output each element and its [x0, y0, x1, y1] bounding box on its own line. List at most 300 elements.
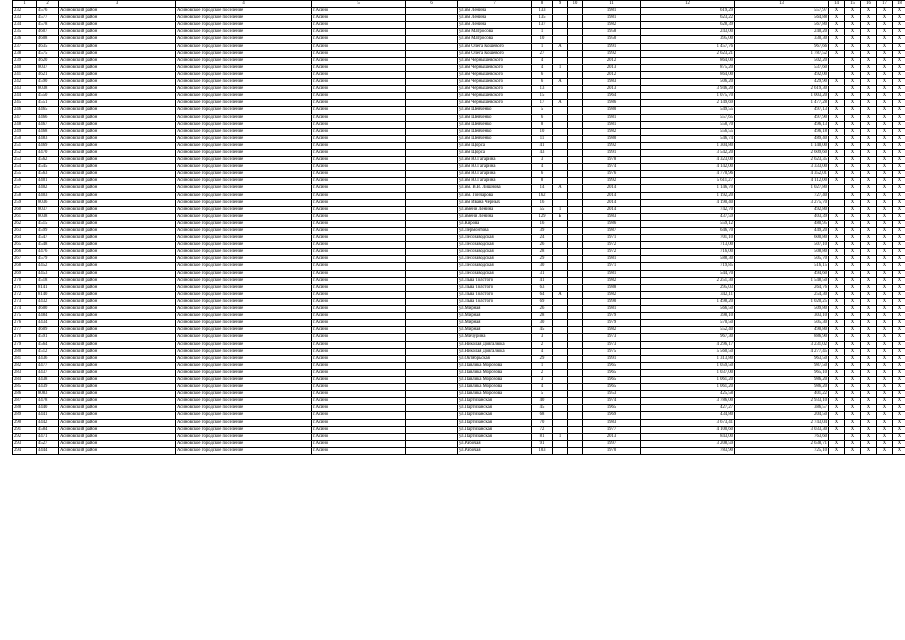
cell-street: ул.Рабочая: [458, 447, 532, 454]
cell-house-number: 2: [532, 369, 553, 376]
table-row: [13, 121, 905, 128]
cell-row-number: 238: [13, 50, 37, 57]
cell-house-number: 68: [532, 412, 553, 419]
cell-object-id: 4432: [37, 298, 59, 305]
cell-year-built: 1979: [583, 313, 641, 320]
cell-row-number: 235: [13, 29, 37, 36]
cell-street: ул.Лесозаводская: [458, 263, 532, 270]
cell-district: Асиновский район: [59, 71, 176, 78]
cell-settlement: Асиновское городское поселение: [176, 270, 312, 277]
cell-flag-16: Х: [861, 171, 877, 178]
cell-flag-16: Х: [861, 412, 877, 419]
cell-flag-14: Х: [829, 79, 845, 86]
cell-settlement: Асиновское городское поселение: [176, 419, 312, 426]
cell-flag-18: Х: [893, 220, 905, 227]
cell-locality: г.Асино: [312, 384, 406, 391]
cell-building: [553, 22, 568, 29]
cell-locality-extra: [406, 149, 458, 156]
cell-total-area: 1 037,00: [641, 369, 735, 376]
cell-street: ул.Мирная: [458, 306, 532, 313]
cell-letter: [568, 440, 583, 447]
cell-building: [553, 376, 568, 383]
cell-district: Асиновский район: [59, 334, 176, 341]
cell-locality-extra: [406, 341, 458, 348]
cell-flag-15: Х: [845, 235, 861, 242]
cell-flag-17: Х: [877, 206, 893, 213]
cell-total-area: 557,65: [641, 114, 735, 121]
cell-locality-extra: [406, 128, 458, 135]
cell-flag-16: Х: [861, 433, 877, 440]
cell-flag-18: Х: [893, 36, 905, 43]
table-row: [13, 142, 905, 149]
column-number-17: 17: [877, 1, 893, 8]
cell-flag-16: Х: [861, 348, 877, 355]
cell-flag-15: Х: [845, 114, 861, 121]
cell-row-number: 279: [13, 341, 37, 348]
cell-locality-extra: [406, 256, 458, 263]
cell-flag-15: Х: [845, 178, 861, 185]
cell-street: ул.им. В.В. Лишнова: [458, 185, 532, 192]
cell-flag-17: Х: [877, 64, 893, 71]
cell-flag-17: Х: [877, 412, 893, 419]
cell-object-id: 4476: [37, 249, 59, 256]
cell-flag-14: Х: [829, 270, 845, 277]
cell-flag-16: Х: [861, 228, 877, 235]
cell-flag-17: Х: [877, 348, 893, 355]
cell-locality-extra: [406, 36, 458, 43]
cell-locality: г.Асино: [312, 199, 406, 206]
cell-year-built: 1950: [583, 36, 641, 43]
cell-object-id: 4599: [37, 228, 59, 235]
cell-living-area: 492,80: [735, 206, 829, 213]
table-row: [13, 228, 905, 235]
cell-year-built: 1991: [583, 43, 641, 50]
cell-locality: г.Асино: [312, 355, 406, 362]
cell-total-area: 843,00: [641, 433, 735, 440]
cell-living-area: 403,39: [735, 213, 829, 220]
cell-locality: г.Асино: [312, 398, 406, 405]
cell-letter: [568, 50, 583, 57]
cell-settlement: Асиновское городское поселение: [176, 128, 312, 135]
cell-total-area: 556,55: [641, 128, 735, 135]
cell-flag-18: Х: [893, 235, 905, 242]
cell-building: [553, 263, 568, 270]
cell-locality: г.Асино: [312, 313, 406, 320]
housing-register-table: [12, 0, 905, 455]
cell-flag-15: Х: [845, 64, 861, 71]
cell-settlement: Асиновское городское поселение: [176, 228, 312, 235]
cell-locality-extra: [406, 135, 458, 142]
cell-flag-17: Х: [877, 405, 893, 412]
cell-letter: [568, 362, 583, 369]
cell-object-id: 4483: [37, 135, 59, 142]
cell-flag-17: Х: [877, 135, 893, 142]
cell-total-area: 3 208,59: [641, 440, 735, 447]
cell-house-number: 6: [532, 171, 553, 178]
cell-locality: г.Асино: [312, 419, 406, 426]
cell-district: Асиновский район: [59, 249, 176, 256]
cell-year-built: 1981: [583, 114, 641, 121]
cell-flag-15: Х: [845, 249, 861, 256]
cell-living-area: 401,22: [735, 391, 829, 398]
cell-letter: [568, 405, 583, 412]
cell-total-area: 506,20: [641, 79, 735, 86]
cell-year-built: 2012: [583, 71, 641, 78]
cell-district: Асиновский район: [59, 327, 176, 334]
cell-year-built: 1981: [583, 8, 641, 15]
cell-flag-14: Х: [829, 362, 845, 369]
cell-flag-18: Х: [893, 121, 905, 128]
cell-flag-15: Х: [845, 405, 861, 412]
cell-locality: г.Асино: [312, 220, 406, 227]
cell-settlement: Асиновское городское поселение: [176, 306, 312, 313]
cell-living-area: 490,80: [735, 327, 829, 334]
cell-living-area: 502,20: [735, 57, 829, 64]
cell-house-number: 6: [532, 79, 553, 86]
cell-total-area: 549,55: [641, 107, 735, 114]
cell-locality-extra: [406, 185, 458, 192]
column-number-7: 7: [458, 1, 532, 8]
cell-row-number: 258: [13, 192, 37, 199]
cell-flag-14: [829, 199, 845, 206]
cell-year-built: 1981: [583, 270, 641, 277]
cell-row-number: 243: [13, 86, 37, 93]
table-row: [13, 291, 905, 298]
cell-locality-extra: [406, 249, 458, 256]
cell-letter: [568, 341, 583, 348]
cell-locality: г.Асино: [312, 362, 406, 369]
cell-object-id: 4579: [37, 256, 59, 263]
cell-total-area: 588,30: [641, 256, 735, 263]
cell-object-id: 4434: [37, 320, 59, 327]
cell-locality-extra: [406, 277, 458, 284]
cell-locality-extra: [406, 164, 458, 171]
cell-locality: г.Асино: [312, 192, 406, 199]
cell-total-area: 4 190,40: [641, 199, 735, 206]
cell-street: ул.Партизанская: [458, 412, 532, 419]
cell-living-area: 564,88: [735, 15, 829, 22]
cell-flag-16: Х: [861, 142, 877, 149]
cell-flag-16: Х: [861, 447, 877, 454]
cell-house-number: 30: [532, 263, 553, 270]
cell-object-id: 4436: [37, 355, 59, 362]
cell-flag-14: Х: [829, 298, 845, 305]
cell-year-built: 1982: [583, 128, 641, 135]
cell-row-number: 255: [13, 171, 37, 178]
cell-locality: г.Асино: [312, 128, 406, 135]
cell-locality-extra: [406, 291, 458, 298]
cell-living-area: 330,30: [735, 36, 829, 43]
cell-letter: [568, 313, 583, 320]
cell-flag-15: Х: [845, 50, 861, 57]
cell-object-id: 4466: [37, 114, 59, 121]
cell-settlement: Асиновское городское поселение: [176, 242, 312, 249]
cell-locality-extra: [406, 121, 458, 128]
cell-flag-17: Х: [877, 228, 893, 235]
cell-building: [553, 440, 568, 447]
cell-district: Асиновский район: [59, 256, 176, 263]
cell-district: Асиновский район: [59, 114, 176, 121]
cell-flag-18: Х: [893, 398, 905, 405]
cell-flag-15: Х: [845, 93, 861, 100]
cell-flag-16: Х: [861, 86, 877, 93]
cell-street: ул.Николая Довгалюка: [458, 348, 532, 355]
cell-letter: [568, 376, 583, 383]
cell-year-built: 1965: [583, 405, 641, 412]
table-row: [13, 192, 905, 199]
cell-object-id: 8036: [37, 199, 59, 206]
cell-district: Асиновский район: [59, 235, 176, 242]
cell-flag-17: Х: [877, 114, 893, 121]
cell-object-id: 4470: [37, 149, 59, 156]
cell-row-number: 234: [13, 22, 37, 29]
cell-flag-15: Х: [845, 376, 861, 383]
cell-flag-16: Х: [861, 384, 877, 391]
cell-letter: [568, 22, 583, 29]
cell-building: [553, 220, 568, 227]
cell-house-number: 6: [532, 71, 553, 78]
table-row: [13, 128, 905, 135]
cell-total-area: 628,39: [641, 22, 735, 29]
cell-house-number: 5: [532, 107, 553, 114]
cell-year-built: 2014: [583, 206, 641, 213]
cell-flag-17: Х: [877, 440, 893, 447]
cell-letter: [568, 263, 583, 270]
cell-row-number: 270: [13, 277, 37, 284]
cell-flag-17: Х: [877, 220, 893, 227]
cell-living-area: 557,97: [735, 8, 829, 15]
cell-house-number: 133: [532, 8, 553, 15]
cell-house-number: 4: [532, 384, 553, 391]
cell-flag-15: Х: [845, 107, 861, 114]
cell-year-built: 1964: [583, 93, 641, 100]
cell-settlement: Асиновское городское поселение: [176, 93, 312, 100]
cell-object-id: 4465: [37, 107, 59, 114]
cell-object-id: 4469: [37, 142, 59, 149]
cell-street: ул.Павлика Морозова: [458, 369, 532, 376]
cell-building: [553, 29, 568, 36]
table-row: [13, 391, 905, 398]
cell-year-built: 1965: [583, 384, 641, 391]
cell-building: [553, 412, 568, 419]
table-row: [13, 36, 905, 43]
cell-house-number: 8: [532, 178, 553, 185]
cell-flag-15: Х: [845, 79, 861, 86]
cell-flag-16: Х: [861, 149, 877, 156]
cell-locality: г.Асино: [312, 157, 406, 164]
cell-building: [553, 369, 568, 376]
cell-object-id: 4441: [37, 412, 59, 419]
cell-letter: [568, 228, 583, 235]
cell-district: Асиновский район: [59, 405, 176, 412]
cell-flag-15: Х: [845, 199, 861, 206]
cell-flag-16: Х: [861, 242, 877, 249]
table-row: [13, 43, 905, 50]
cell-district: Асиновский район: [59, 93, 176, 100]
cell-year-built: 2013: [583, 433, 641, 440]
cell-letter: [568, 235, 583, 242]
cell-flag-18: Х: [893, 341, 905, 348]
cell-street: ул.им Ивана Черных: [458, 199, 532, 206]
cell-year-built: 1981: [583, 256, 641, 263]
cell-flag-18: Х: [893, 369, 905, 376]
cell-letter: [568, 327, 583, 334]
cell-settlement: Асиновское городское поселение: [176, 398, 312, 405]
cell-year-built: 1965: [583, 369, 641, 376]
cell-total-area: 701,10: [641, 235, 735, 242]
cell-building: [553, 242, 568, 249]
cell-flag-18: Х: [893, 199, 905, 206]
cell-building: [553, 15, 568, 22]
cell-living-area: 727,40: [735, 192, 829, 199]
table-row: [13, 100, 905, 107]
cell-flag-15: Х: [845, 447, 861, 454]
cell-letter: [568, 100, 583, 107]
cell-object-id: 4564: [37, 341, 59, 348]
cell-total-area: 5 560,50: [641, 348, 735, 355]
cell-district: Асиновский район: [59, 64, 176, 71]
cell-house-number: 3: [532, 376, 553, 383]
table-row: [13, 327, 905, 334]
cell-house-number: 162: [532, 192, 553, 199]
cell-flag-14: Х: [829, 447, 845, 454]
cell-row-number: 259: [13, 199, 37, 206]
cell-building: [553, 341, 568, 348]
table-row: [13, 213, 905, 220]
cell-letter: [568, 398, 583, 405]
cell-district: Асиновский район: [59, 86, 176, 93]
cell-street: ул.Льва Толстого: [458, 298, 532, 305]
cell-district: Асиновский район: [59, 171, 176, 178]
cell-flag-15: Х: [845, 355, 861, 362]
cell-letter: [568, 391, 583, 398]
table-row: [13, 135, 905, 142]
cell-row-number: 260: [13, 206, 37, 213]
cell-building: [553, 284, 568, 291]
cell-row-number: 236: [13, 36, 37, 43]
cell-flag-18: Х: [893, 93, 905, 100]
cell-house-number: 11: [532, 135, 553, 142]
cell-year-built: 1965: [583, 362, 641, 369]
cell-living-area: 386,57: [735, 405, 829, 412]
cell-year-built: 1971: [583, 263, 641, 270]
cell-district: Асиновский район: [59, 355, 176, 362]
cell-flag-18: Х: [893, 50, 905, 57]
cell-flag-18: Х: [893, 185, 905, 192]
cell-house-number: 69: [532, 298, 553, 305]
cell-locality: г.Асино: [312, 57, 406, 64]
cell-settlement: Асиновское городское поселение: [176, 369, 312, 376]
cell-object-id: 4591: [37, 334, 59, 341]
cell-letter: [568, 107, 583, 114]
cell-flag-14: Х: [829, 128, 845, 135]
cell-district: Асиновский район: [59, 213, 176, 220]
cell-settlement: Асиновское городское поселение: [176, 100, 312, 107]
cell-house-number: 16: [532, 220, 553, 227]
cell-living-area: 480,95: [735, 220, 829, 227]
cell-settlement: Асиновское городское поселение: [176, 15, 312, 22]
cell-flag-18: Х: [893, 135, 905, 142]
cell-house-number: 39: [532, 228, 553, 235]
cell-settlement: Асиновское городское поселение: [176, 206, 312, 213]
cell-flag-14: Х: [829, 341, 845, 348]
cell-settlement: Асиновское городское поселение: [176, 313, 312, 320]
cell-building: [553, 391, 568, 398]
cell-flag-16: Х: [861, 291, 877, 298]
cell-total-area: 3 542,20: [641, 149, 735, 156]
cell-year-built: 1981: [583, 121, 641, 128]
cell-district: Асиновский район: [59, 320, 176, 327]
cell-flag-14: Х: [829, 135, 845, 142]
cell-total-area: 1 146,70: [641, 185, 735, 192]
cell-district: Асиновский район: [59, 419, 176, 426]
cell-locality-extra: [406, 242, 458, 249]
cell-object-id: 4600: [37, 306, 59, 313]
cell-flag-18: Х: [893, 270, 905, 277]
cell-street: ул.им Чернышевского: [458, 100, 532, 107]
cell-flag-18: Х: [893, 405, 905, 412]
cell-letter: [568, 121, 583, 128]
cell-flag-16: Х: [861, 36, 877, 43]
cell-locality-extra: [406, 213, 458, 220]
cell-locality: г.Асино: [312, 36, 406, 43]
cell-locality-extra: [406, 22, 458, 29]
cell-locality: г.Асино: [312, 135, 406, 142]
cell-total-area: 3 673,41: [641, 419, 735, 426]
column-number-12: 12: [641, 1, 735, 8]
cell-locality: г.Асино: [312, 341, 406, 348]
cell-living-area: 1 140,00: [735, 142, 829, 149]
table-row: [13, 235, 905, 242]
cell-flag-16: Х: [861, 100, 877, 107]
cell-letter: [568, 433, 583, 440]
cell-flag-14: Х: [829, 157, 845, 164]
cell-letter: [568, 277, 583, 284]
cell-street: ул.им Олега Кошевого: [458, 50, 532, 57]
column-number-2: 2: [37, 1, 59, 8]
cell-flag-15: Х: [845, 157, 861, 164]
cell-locality-extra: [406, 29, 458, 36]
cell-flag-16: Х: [861, 128, 877, 135]
cell-flag-15: Х: [845, 171, 861, 178]
cell-street: ул.им Матросова: [458, 36, 532, 43]
cell-house-number: 14: [532, 185, 553, 192]
cell-flag-16: Х: [861, 220, 877, 227]
cell-district: Асиновский район: [59, 398, 176, 405]
cell-letter: [568, 270, 583, 277]
cell-building: [553, 114, 568, 121]
cell-flag-18: Х: [893, 29, 905, 36]
table-row: [13, 419, 905, 426]
cell-street: ул.Лесозаводская: [458, 256, 532, 263]
cell-house-number: 15: [532, 93, 553, 100]
cell-row-number: 271: [13, 284, 37, 291]
cell-flag-17: Х: [877, 362, 893, 369]
cell-year-built: 1992: [583, 50, 641, 57]
cell-locality: г.Асино: [312, 43, 406, 50]
cell-year-built: 1981: [583, 15, 641, 22]
cell-year-built: 1982: [583, 327, 641, 334]
cell-locality-extra: [406, 199, 458, 206]
cell-street: ул.им Ю.Гагарина: [458, 157, 532, 164]
table-row: [13, 178, 905, 185]
cell-letter: [568, 185, 583, 192]
cell-row-number: 253: [13, 157, 37, 164]
cell-living-area: 725,10: [735, 447, 829, 454]
cell-flag-16: Х: [861, 284, 877, 291]
cell-total-area: 342,11: [641, 291, 735, 298]
cell-locality: г.Асино: [312, 426, 406, 433]
